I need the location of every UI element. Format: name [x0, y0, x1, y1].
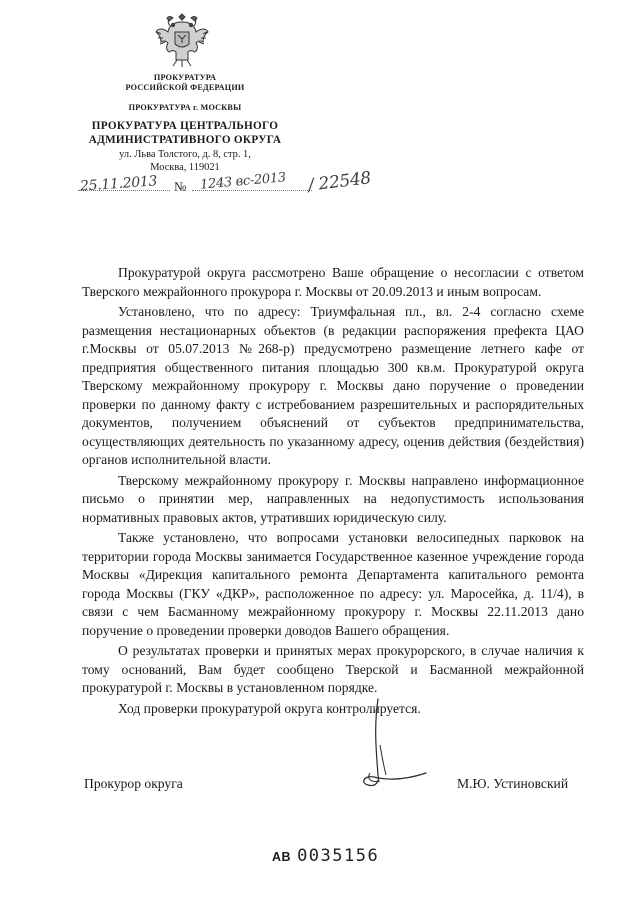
registration-suffix: / 22548 [307, 168, 373, 196]
coat-of-arms-icon [153, 10, 211, 70]
paragraph: Ход проверки прокуратурой округа контролируется. [118, 700, 421, 716]
serial-number: 0035156 [297, 846, 380, 866]
serial-prefix: АВ [272, 850, 292, 864]
letterhead-line: РОССИЙСКОЙ ФЕДЕРАЦИИ [125, 83, 245, 92]
paragraph: Прокуратурой округа рассмотрено Ваше обращение о несогласии с ответом Тверского межрайонного прокурора г. Москвы от 20.09.2013 и иным вопросам. [82, 265, 584, 299]
letterhead-title: АДМИНИСТРАТИВНОГО ОКРУГА [88, 134, 282, 146]
letter-body [82, 264, 584, 720]
letterhead-address: ул. Льва Толстого, д. 8, стр. 1, [119, 149, 251, 160]
letterhead-title: ПРОКУРАТУРА ЦЕНТРАЛЬНОГО [91, 120, 279, 132]
registration-line [60, 168, 373, 198]
paragraph: О результатах проверки и принятых мерах прокурорского, в случае наличия к тому оснований, Вам будет сообщено Тверской и Басманной межрайонной прокуратурой г. Москвы в установленном порядке. [82, 643, 584, 695]
paragraph: Также установлено, что вопросами установки велосипедных парковок на территории города Москвы занимается Государственное казенное учреждение города Москвы «Дирекция капитального ремонта Департамента капитального ремонта города Москвы (ГКУ «ДКР», расположенное по адресу: ул. Маросейка, д. 11/4), в связи с чем Басманному межрайонному прокурору г. Москвы 22.11.2013 дано поручение о проведении проверки доводов Вашего обращения. [82, 530, 584, 638]
paragraph: Установлено, что по адресу: Триумфальная пл., вл. 2-4 согласно схеме размещения нестационарных объектов (в редакции распоряжения префекта ЦАО г.Москвы от 05.07.2013 №268-р) предусмотрено размещение летнего кафе от предприятия общественного питания площадью 300 кв.м. Прокуратурой округа Тверскому межрайонному прокурору г. Москвы дано поручение о проведении проверки по данному факту с истребованием разрешительных и распорядительных документов, получением объяснений от субъектов предпринимательства, осуществляющих деятельность по указанному адресу, оценив действия (бездействия) органов исполнительной власти. [82, 304, 584, 467]
registration-date: 25.11.2013 [79, 173, 158, 195]
letterhead-line: ПРОКУРАТУРА г. МОСКВЫ [128, 103, 242, 112]
paragraph: Тверскому межрайонному прокурору г. Москвы направлено информационное письмо о принятии мер, направленных на недопустимость использования нормативных правовых актов, утративших юридическую силу. [82, 472, 584, 525]
form-serial [272, 846, 379, 866]
signatory-name: М.Ю. Устиновский [457, 776, 569, 791]
signatory-position: Прокурор округа [84, 776, 183, 791]
number-sign: № [174, 179, 187, 194]
registration-number: 1243 вс-2013 [199, 170, 287, 193]
letterhead-address: Москва, 119021 [150, 162, 220, 173]
letterhead-line: ПРОКУРАТУРА [153, 73, 217, 82]
